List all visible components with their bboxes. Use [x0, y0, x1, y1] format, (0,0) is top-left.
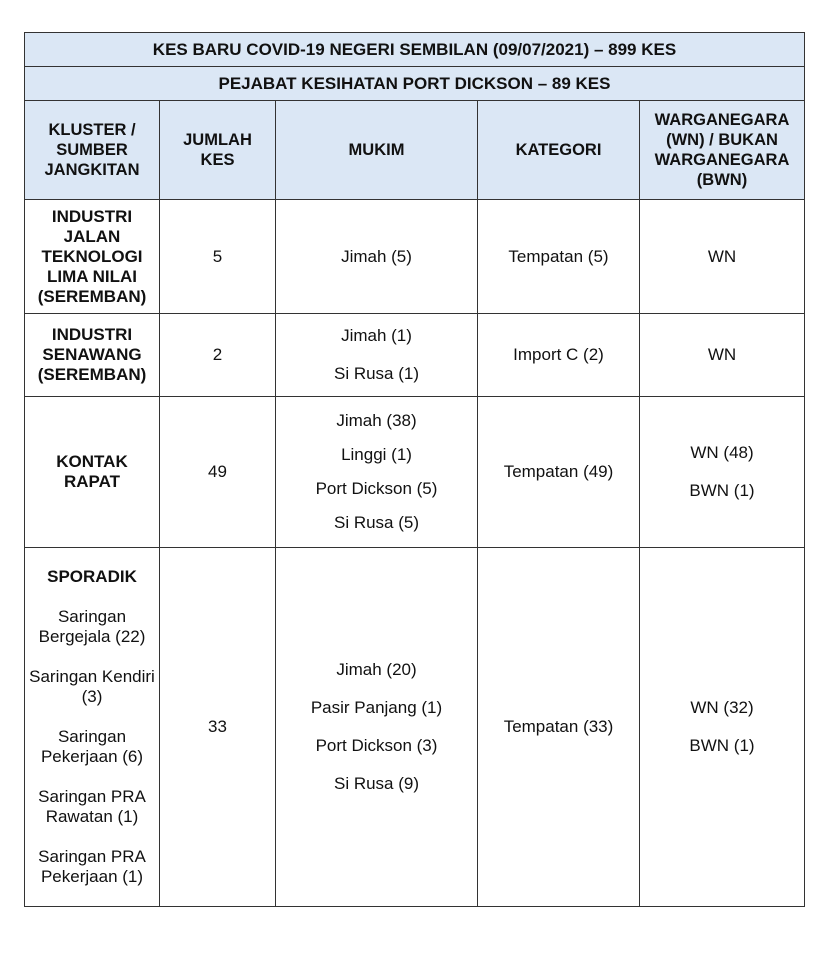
wn-entry: WN [707, 345, 737, 364]
kluster-line: (SEREMBAN) [37, 365, 147, 384]
header-kluster-line: SUMBER [56, 141, 128, 159]
table-row [25, 397, 805, 548]
case-table [24, 32, 805, 907]
cell-mukim [276, 548, 478, 907]
kluster-line: INDUSTRI [51, 206, 133, 226]
mukim-entry: Si Rusa (9) [333, 774, 420, 793]
header-wn-line: (WN) / BUKAN [666, 131, 778, 149]
kluster-line: RAPAT [63, 472, 121, 491]
kluster-subitem-line: Saringan PRA [38, 847, 146, 866]
table-title: KES BARU COVID-19 NEGERI SEMBILAN (09/07/2021) – 899 KES [25, 33, 805, 67]
kluster-line: JALAN [63, 226, 121, 246]
cell-mukim [276, 397, 478, 548]
kluster-subitem [28, 607, 156, 647]
cell-kluster [25, 548, 160, 907]
kluster-subitem [28, 847, 156, 887]
kluster-subitem-line: Saringan PRA [38, 787, 146, 806]
wn-entry: BWN (1) [689, 481, 755, 500]
wn-entry: WN (48) [690, 443, 754, 462]
header-wn-line: WARGANEGARA [654, 151, 790, 169]
header-mukim: MUKIM [276, 101, 478, 200]
kluster-line: INDUSTRI [51, 325, 133, 344]
mukim-entry: Si Rusa (5) [333, 513, 420, 532]
mukim-entry: Port Dickson (5) [315, 479, 438, 498]
kluster-subitem [28, 727, 156, 767]
table-row [25, 548, 805, 907]
cell-jumlah: 2 [160, 314, 276, 397]
header-jumlah-line: JUMLAH [183, 131, 252, 149]
kluster-subitem-line: Pekerjaan (6) [40, 747, 144, 766]
table-row [25, 314, 805, 397]
cell-kluster [25, 200, 160, 314]
kluster-subitem-line: (3) [81, 687, 103, 706]
cell-kategori: Import C (2) [478, 314, 640, 397]
kluster-subitem-line: Bergejala (22) [38, 627, 146, 646]
kluster-subitem-line: Rawatan (1) [45, 807, 139, 826]
mukim-entry: Port Dickson (3) [315, 736, 438, 755]
cell-kategori: Tempatan (5) [478, 200, 640, 314]
kluster-subitem-line: Pekerjaan (1) [40, 867, 144, 886]
mukim-entry: Si Rusa (1) [333, 364, 420, 383]
kluster-subitem-line: Saringan [57, 607, 127, 626]
cell-wn [640, 397, 805, 548]
cell-kluster [25, 314, 160, 397]
header-wn-line: WARGANEGARA [654, 111, 790, 129]
cell-wn [640, 200, 805, 314]
kluster-line: KONTAK [56, 452, 128, 471]
cell-jumlah: 49 [160, 397, 276, 548]
mukim-entry: Pasir Panjang (1) [310, 698, 443, 717]
kluster-title: SPORADIK [47, 567, 137, 586]
mukim-entry: Jimah (38) [336, 411, 417, 430]
cell-wn [640, 314, 805, 397]
kluster-line: (SEREMBAN) [37, 286, 147, 306]
cell-jumlah: 5 [160, 200, 276, 314]
kluster-subitem-line: Saringan [57, 727, 127, 746]
header-kluster [25, 101, 160, 200]
table-row [25, 200, 805, 314]
kluster-subitem [28, 787, 156, 827]
mukim-entry: Jimah (20) [336, 660, 417, 679]
header-warganegara [640, 101, 805, 200]
wn-entry: BWN (1) [689, 736, 755, 755]
cell-mukim [276, 314, 478, 397]
header-jumlah-line: KES [200, 151, 235, 169]
case-report-sheet [24, 32, 804, 907]
header-kluster-line: KLUSTER / [48, 121, 136, 139]
header-jumlah [160, 101, 276, 200]
header-wn-line: (BWN) [696, 171, 748, 189]
cell-kategori: Tempatan (33) [478, 548, 640, 907]
cell-kluster [25, 397, 160, 548]
cell-kategori: Tempatan (49) [478, 397, 640, 548]
cell-mukim [276, 200, 478, 314]
kluster-line: LIMA NILAI [46, 266, 138, 286]
kluster-subitem [28, 667, 156, 707]
kluster-subitem-line: Saringan Kendiri [29, 667, 155, 686]
column-header-row [25, 101, 805, 200]
mukim-entry: Jimah (5) [341, 246, 412, 266]
table-subtitle: PEJABAT KESIHATAN PORT DICKSON – 89 KES [25, 67, 805, 101]
header-kluster-line: JANGKITAN [44, 161, 140, 179]
kluster-line: SENAWANG [42, 345, 142, 364]
header-kategori: KATEGORI [478, 101, 640, 200]
kluster-line: TEKNOLOGI [41, 246, 143, 266]
mukim-entry: Jimah (1) [341, 326, 412, 345]
wn-entry: WN [707, 246, 737, 266]
cell-jumlah: 33 [160, 548, 276, 907]
wn-entry: WN (32) [690, 698, 754, 717]
mukim-entry: Linggi (1) [341, 445, 412, 464]
cell-wn [640, 548, 805, 907]
